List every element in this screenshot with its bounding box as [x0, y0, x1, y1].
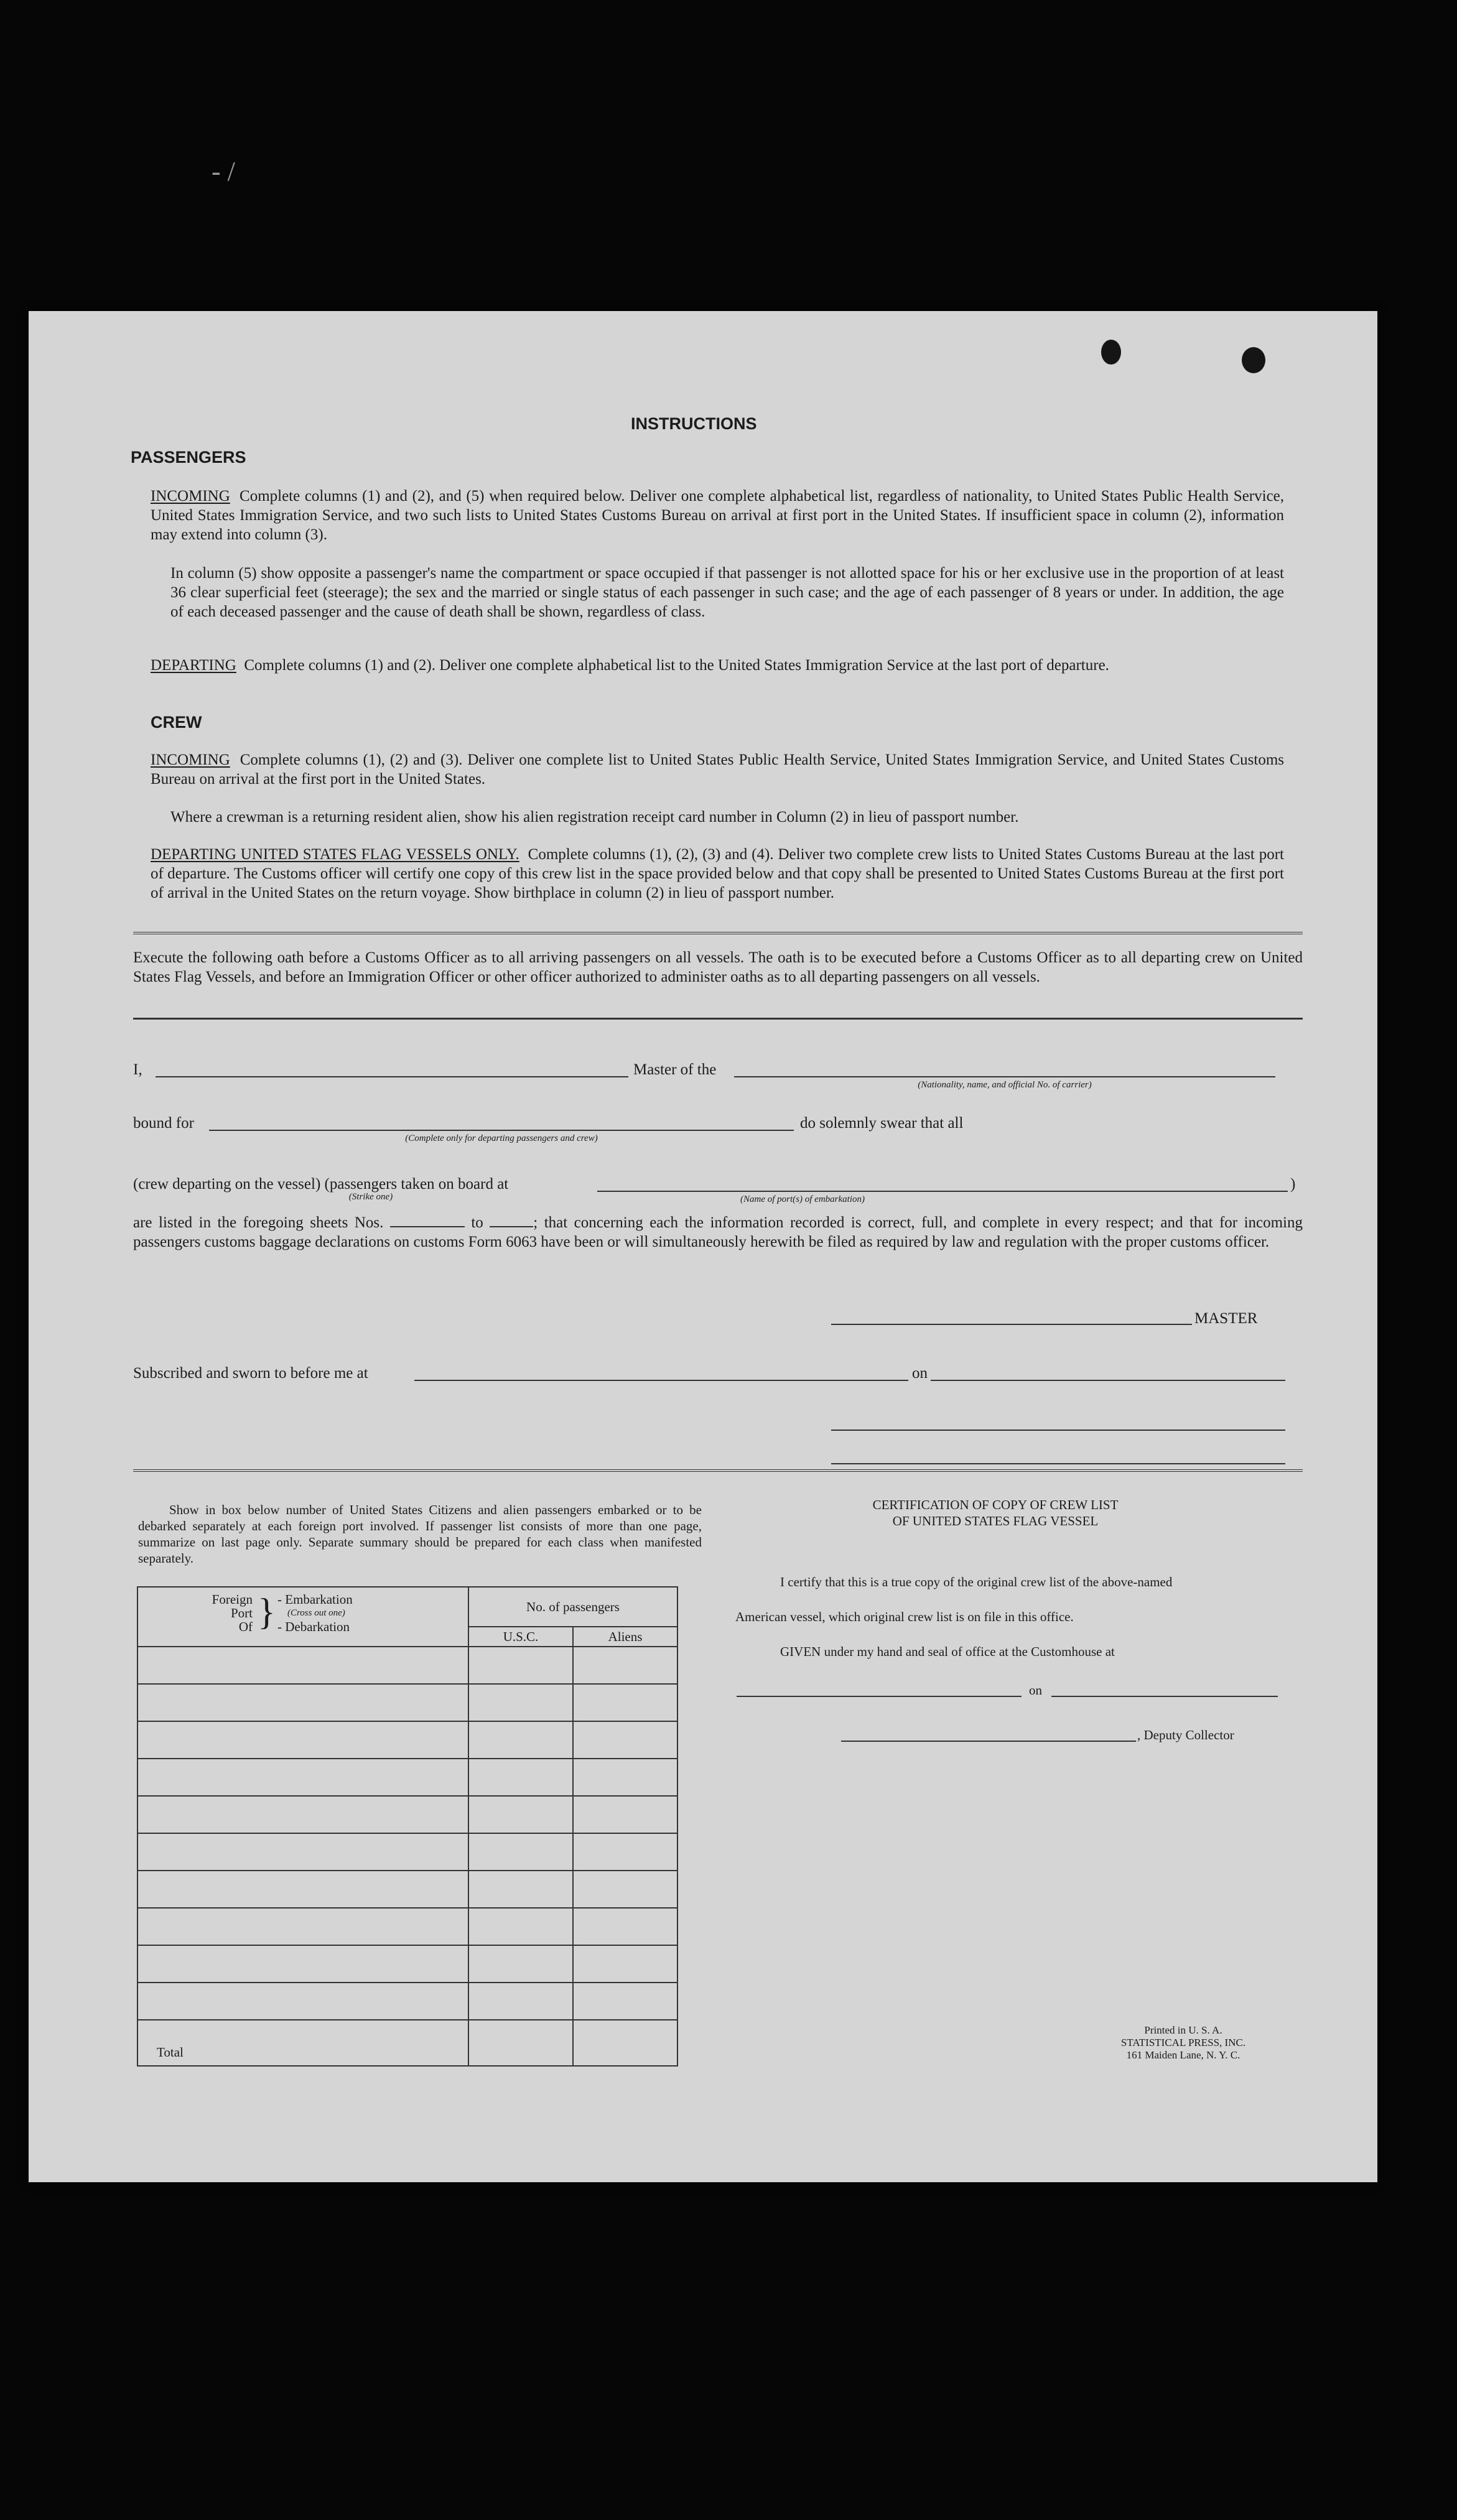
passengers-incoming-paragraph	[151, 486, 1284, 544]
sheets-paragraph	[133, 1213, 1303, 1252]
port-cell[interactable]	[137, 1759, 468, 1796]
certification-date-field[interactable]	[1051, 1696, 1278, 1697]
usc-cell[interactable]	[468, 1721, 573, 1759]
table-row	[137, 1908, 677, 1945]
usc-cell[interactable]	[468, 1945, 573, 1983]
port-cell[interactable]	[137, 1796, 468, 1833]
close-paren: )	[1290, 1176, 1296, 1193]
carrier-field[interactable]	[734, 1076, 1275, 1077]
table-row	[137, 1684, 677, 1721]
aliens-cell[interactable]	[573, 1721, 677, 1759]
table-row	[137, 1759, 677, 1796]
aliens-cell[interactable]	[573, 1908, 677, 1945]
port-cell[interactable]	[137, 1983, 468, 2020]
sheets-from-field[interactable]	[390, 1226, 465, 1227]
debarkation-option[interactable]: - Debarkation	[277, 1619, 350, 1634]
ink-blot	[1101, 340, 1121, 365]
bound-for-field[interactable]	[209, 1130, 794, 1131]
aliens-cell[interactable]	[573, 1833, 677, 1871]
sworn-place-field[interactable]	[414, 1380, 908, 1381]
embarkation-port-field[interactable]	[597, 1191, 1288, 1192]
usc-total-cell[interactable]	[468, 2020, 573, 2066]
table-row	[137, 1647, 677, 1684]
deputy-collector-label: , Deputy Collector	[1137, 1727, 1234, 1742]
embark-debark-options	[277, 1592, 353, 1634]
passengers-departing-label: DEPARTING	[151, 657, 236, 674]
aliens-cell[interactable]	[573, 1684, 677, 1721]
passengers-heading: PASSENGERS	[131, 448, 246, 467]
table-row	[137, 1833, 677, 1871]
certification-title-2: OF UNITED STATES FLAG VESSEL	[892, 1513, 1099, 1528]
crew-incoming-text: Complete columns (1), (2) and (3). Deliver one complete list to United States Public Health Service, United States Immigration Service, and United States Customs Bureau on arrival at the first port in the United States.	[151, 751, 1285, 788]
crew-heading: CREW	[151, 713, 202, 732]
aliens-cell[interactable]	[573, 1983, 677, 2020]
port-header-cell	[137, 1587, 468, 1647]
passenger-summary-table	[137, 1586, 678, 2067]
to-label: to	[471, 1214, 483, 1231]
passengers-departing-text: Complete columns (1) and (2). Deliver one complete alphabetical list to the United States Immigration Service at the last port of departure.	[244, 657, 1109, 674]
oath-divider	[133, 1018, 1303, 1020]
aliens-cell[interactable]	[573, 1796, 677, 1833]
crew-departing-label: DEPARTING UNITED STATES FLAG VESSELS ONLY.	[151, 846, 519, 863]
sheets-rest-text: ; that concerning each the information recorded is correct, full, and complete in every respect; and that for incoming passengers customs baggage declarations on customs Form 6063 have been or will simultaneously herewith be filed as required by law and regulation with the proper customs officer.	[133, 1214, 1303, 1250]
sheets-to-field[interactable]	[490, 1226, 533, 1227]
stray-mark: - /	[212, 156, 235, 187]
deputy-signature-field[interactable]	[841, 1741, 1136, 1742]
oath-i-label: I,	[133, 1061, 142, 1078]
section-divider	[133, 932, 1303, 934]
imprint-line-1: Printed in U. S. A.	[1144, 2024, 1222, 2036]
port-cell[interactable]	[137, 1871, 468, 1908]
aliens-total-cell[interactable]	[573, 2020, 677, 2066]
crew-departing-paragraph	[151, 845, 1284, 903]
crew-departing-text: (crew departing on the vessel) (passengers taken on board at	[133, 1176, 509, 1193]
usc-cell[interactable]	[468, 1983, 573, 2020]
passengers-incoming-label: INCOMING	[151, 488, 230, 504]
passengers-count-header: No. of passengers	[468, 1587, 677, 1627]
aliens-cell[interactable]	[573, 1871, 677, 1908]
port-cell[interactable]	[137, 1945, 468, 1983]
port-cell[interactable]	[137, 1908, 468, 1945]
master-signature-field[interactable]	[831, 1324, 1192, 1325]
passengers-incoming-text: Complete columns (1) and (2), and (5) when required below. Deliver one complete alphabetical list, regardless of nationality, to United States Public Health Service, United States Immigration Service, and two such lists to United States Customs Bureau on arrival at first port in the United States. If insufficient space in column (2), information may extend into column (3).	[151, 488, 1285, 543]
port-cell[interactable]	[137, 1684, 468, 1721]
customhouse-field[interactable]	[737, 1696, 1022, 1697]
usc-cell[interactable]	[468, 1759, 573, 1796]
carrier-caption: (Nationality, name, and official No. of carrier)	[918, 1080, 1092, 1090]
officer-title-field[interactable]	[831, 1463, 1285, 1464]
port-cell[interactable]	[137, 1833, 468, 1871]
table-header-row	[137, 1587, 677, 1627]
oath-intro: Execute the following oath before a Customs Officer as to all arriving passengers on all vessels. The oath is to be executed before a Customs Officer as to all departing crew on United States Flag Vessels, and before an Immigration Officer or other officer authorized to administer oaths as to all departing passengers on all vessels.	[133, 949, 1303, 985]
imprint-line-2: STATISTICAL PRESS, INC.	[1120, 2037, 1246, 2048]
printer-imprint	[1090, 2024, 1277, 2062]
subscribed-label: Subscribed and sworn to before me at	[133, 1365, 368, 1382]
aliens-cell[interactable]	[573, 1647, 677, 1684]
total-label: Total	[137, 2020, 468, 2066]
master-label: MASTER	[1194, 1310, 1258, 1327]
passengers-column5-paragraph: In column (5) show opposite a passenger's name the compartment or space occupied if that passenger is not allotted space for his or her exclusive use in the proportion of at least 36 clear superficial feet (steerage); the sex and the married or single status of each passenger in such case; and the age of each passenger of 8 years or under. In addition, the age of each deceased passenger and the cause of death shall be shown, regardless of class.	[170, 565, 1284, 620]
officer-signature-field[interactable]	[831, 1430, 1285, 1431]
usc-header: U.S.C.	[468, 1627, 573, 1647]
bound-for-label: bound for	[133, 1115, 194, 1132]
total-row	[137, 2020, 677, 2066]
table-row	[137, 1871, 677, 1908]
summary-instructions: Show in box below number of United States Citizens and alien passengers embarked or to be debarked separately at each foreign port involved. If passenger list consists of more than one page, summarize on last page only. Separate summary should be prepared for each class when manifested separately.	[138, 1502, 702, 1566]
form-sheet	[29, 311, 1377, 2182]
brace-icon: }	[258, 1591, 276, 1632]
usc-cell[interactable]	[468, 1908, 573, 1945]
master-name-field[interactable]	[156, 1076, 628, 1077]
crew-departing-text: Complete columns (1), (2), (3) and (4). Deliver two complete crew lists to United States Customs Bureau at the last port of departure. The Customs officer will certify one copy of this crew list in the space provided below and that copy shall be presented to United States Customs Bureau at the first port of arrival in the United States on the return voyage. Show birthplace in column (2) in lieu of passport number.	[151, 846, 1284, 901]
sheets-text: are listed in the foregoing sheets Nos.	[133, 1214, 384, 1231]
crew-resident-paragraph: Where a crewman is a returning resident alien, show his alien registration receipt card number in Column (2) in lieu of passport number.	[170, 809, 1019, 825]
embarkation-option[interactable]: - Embarkation	[277, 1592, 353, 1607]
aliens-cell[interactable]	[573, 1945, 677, 1983]
sworn-date-field[interactable]	[931, 1380, 1285, 1381]
of-label: Of	[238, 1619, 253, 1634]
usc-cell[interactable]	[468, 1647, 573, 1684]
certification-title-1: CERTIFICATION OF COPY OF CREW LIST	[872, 1497, 1119, 1512]
master-of-label: Master of the	[633, 1061, 717, 1078]
cross-out-caption: (Cross out one)	[287, 1608, 345, 1618]
ink-blot	[1242, 347, 1265, 373]
page-title: INSTRUCTIONS	[631, 414, 757, 433]
foreign-label: Foreign	[212, 1592, 253, 1607]
aliens-cell[interactable]	[573, 1759, 677, 1796]
foreign-port-of-labels	[203, 1592, 253, 1634]
usc-cell[interactable]	[468, 1871, 573, 1908]
lower-divider	[133, 1469, 1303, 1472]
bound-for-caption: (Complete only for departing passengers and crew)	[405, 1133, 598, 1143]
sworn-on-label: on	[912, 1365, 928, 1382]
given-text: GIVEN under my hand and seal of office at the Customhouse at	[780, 1644, 1115, 1659]
crew-incoming-paragraph	[151, 750, 1284, 789]
usc-cell[interactable]	[468, 1684, 573, 1721]
port-cell[interactable]	[137, 1721, 468, 1759]
table-row	[137, 1796, 677, 1833]
table-row	[137, 1721, 677, 1759]
imprint-line-3: 161 Maiden Lane, N. Y. C.	[1126, 2049, 1241, 2061]
table-row	[137, 1945, 677, 1983]
crew-incoming-label: INCOMING	[151, 751, 230, 768]
certification-on-label: on	[1029, 1683, 1042, 1698]
usc-cell[interactable]	[468, 1833, 573, 1871]
table-row	[137, 1983, 677, 2020]
usc-cell[interactable]	[468, 1796, 573, 1833]
port-cell[interactable]	[137, 1647, 468, 1684]
ports-caption: (Name of port(s) of embarkation)	[740, 1194, 865, 1204]
certify-line-1: I certify that this is a true copy of the original crew list of the above-named	[780, 1574, 1173, 1589]
port-label: Port	[230, 1606, 253, 1620]
strike-one-caption: (Strike one)	[348, 1192, 393, 1202]
passengers-departing-paragraph	[151, 656, 1284, 675]
aliens-header: Aliens	[573, 1627, 677, 1647]
swear-text: do solemnly swear that all	[800, 1115, 964, 1132]
certify-line-2: American vessel, which original crew list is on file in this office.	[735, 1609, 1074, 1624]
